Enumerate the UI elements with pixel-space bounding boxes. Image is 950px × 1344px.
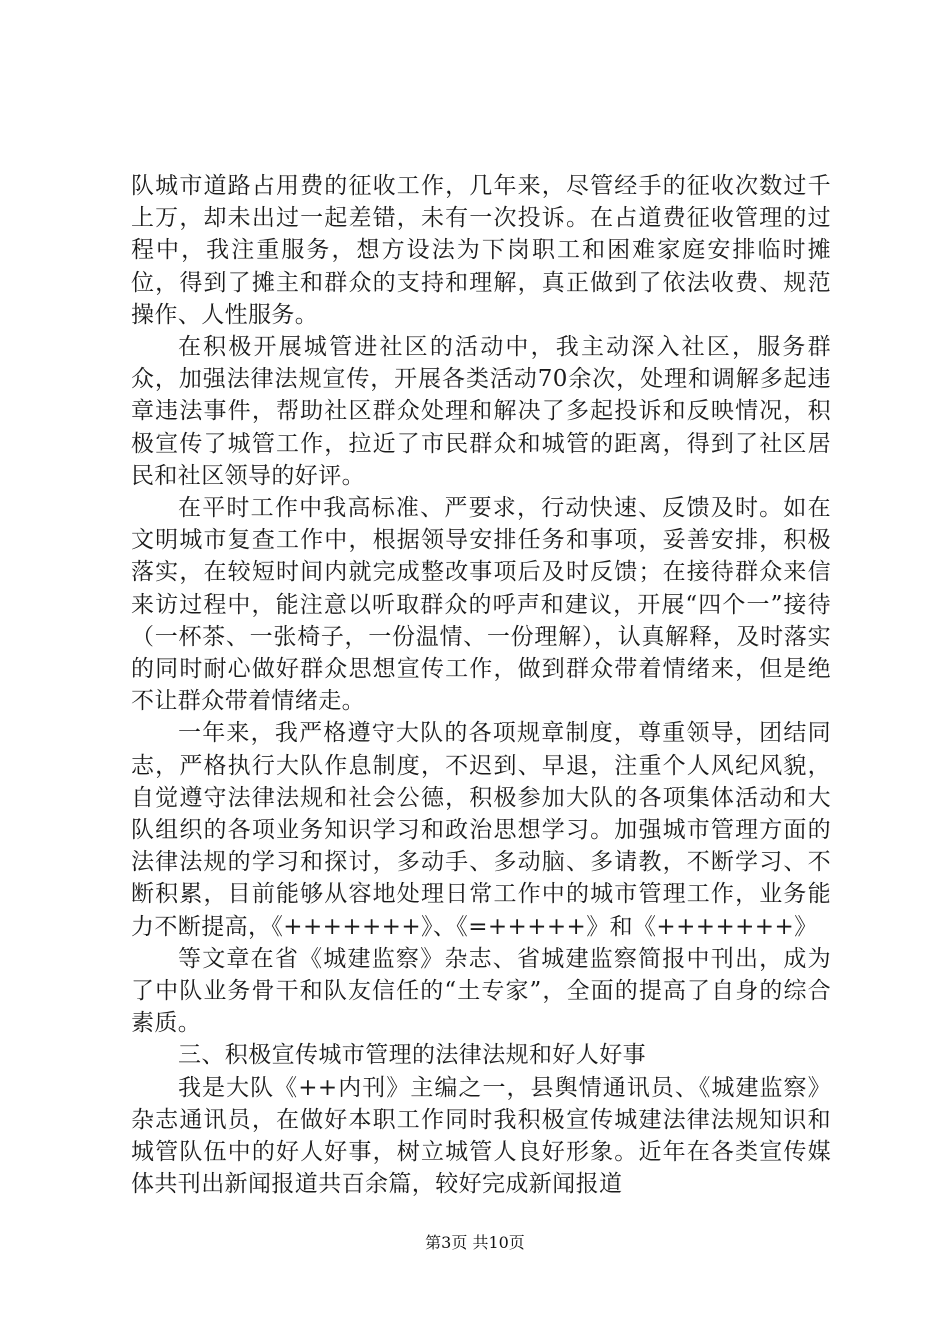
paragraph-6: 我是大队《++内刊》主编之一，县舆情通讯员、《城建监察》杂志通讯员，在做好本职工作同时我积极宣传城建法律法规知识和城管队伍中的好人好事，树立城管人良好形象。近年在各类宣传媒体共刊出新闻报道共百余篇，较好完成新闻报道: [131, 1074, 831, 1198]
paragraph-2: 在积极开展城管进社区的活动中，我主动深入社区，服务群众，加强法律法规宣传，开展各类活动70余次，处理和调解多起违章违法事件，帮助社区群众处理和解决了多起投诉和反映情况，积极宣传了城管工作，拉近了市民群众和城管的距离，得到了社区居民和社区领导的好评。: [131, 334, 831, 489]
section-heading: 三、积极宣传城市管理的法律法规和好人好事: [178, 1042, 646, 1069]
document-body: [131, 170, 831, 1201]
paragraph-5: 等文章在省《城建监察》杂志、省城建监察简报中刊出，成为了中队业务骨干和队友信任的“土专家”，全面的提高了自身的综合素质。: [131, 945, 831, 1037]
paragraph-1: 队城市道路占用费的征收工作，几年来，尽管经手的征收次数过千上万，却未出过一起差错，未有一次投诉。在占道费征收管理的过程中，我注重服务，想方设法为下岗职工和困难家庭安排临时摊位，得到了摊主和群众的支持和理解，真正做到了依法收费、规范操作、人性服务。: [131, 173, 831, 328]
page-number-footer: 第3页 共10页: [425, 1233, 525, 1252]
paragraph-3: 在平时工作中我高标准、严要求，行动快速、反馈及时。如在文明城市复查工作中，根据领导安排任务和事项，妥善安排，积极落实，在较短时间内就完成整改事项后及时反馈；在接待群众来信来访过程中，能注意以听取群众的呼声和建议，开展“四个一”接待（一杯茶、一张椅子，一份温情、一份理解），认真解释，及时落实的同时耐心做好群众思想宣传工作，做到群众带着情绪来，但是绝不让群众带着情绪走。: [131, 495, 831, 715]
paragraph-4: 一年来，我严格遵守大队的各项规章制度，尊重领导，团结同志，严格执行大队作息制度，不迟到、早退，注重个人风纪风貌，自觉遵守法律法规和社会公德，积极参加大队的各项集体活动和大队组织的各项业务知识学习和政治思想学习。加强城市管理方面的法律法规的学习和探讨，多动手、多动脑、多请教，不断学习、不断积累，目前能够从容地处理日常工作中的城市管理工作，业务能力不断提高，《+++++++》、《=+++++》和《+++++++》: [131, 720, 831, 940]
